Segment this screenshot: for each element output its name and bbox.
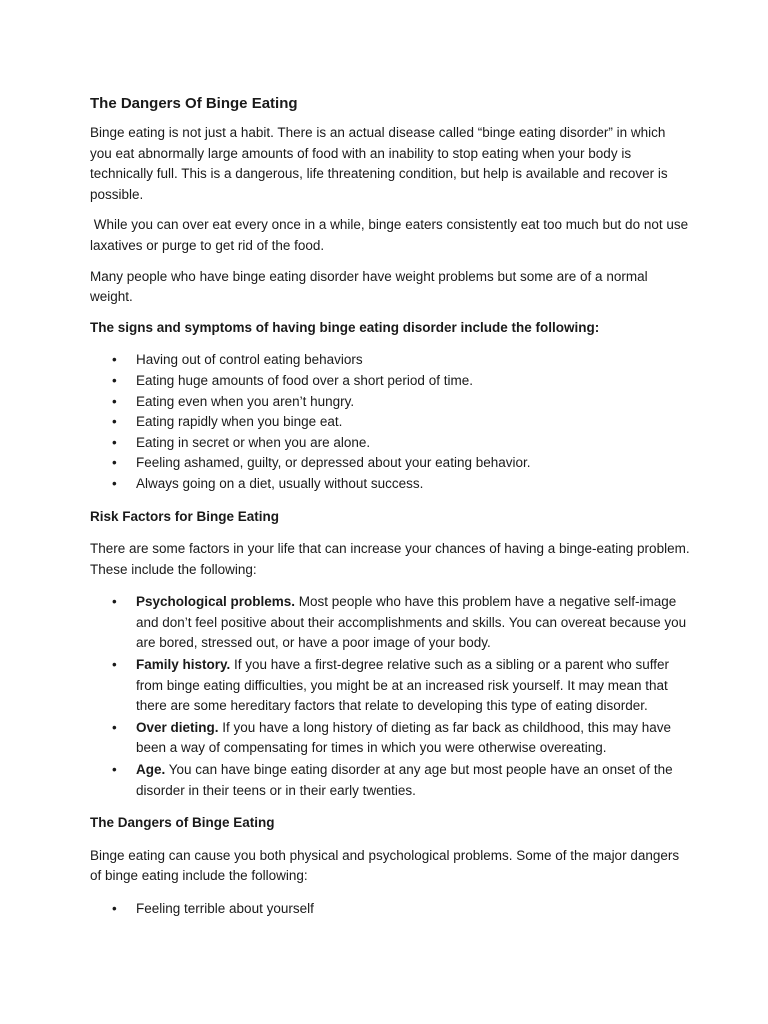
intro-paragraph-2: While you can over eat every once in a while, binge eaters consistently eat too much but do not use laxatives or purge to get rid of the food. (90, 217, 692, 253)
risk-factors-intro: There are some factors in your life that can increase your chances of having a binge-eating problem. These include the following: (90, 541, 690, 577)
risk-factor-text: Most people who have this problem have a negative self-image and don’t feel positive about their accomplishments and skills. You can overeat because you are bored, stressed out, or have a poor image of your body. (136, 594, 687, 651)
risk-factor-term: Family history. (136, 657, 231, 673)
list-item-text: Always going on a diet, usually without success. (136, 475, 424, 491)
bullet-icon: • (112, 657, 117, 673)
risk-factor-text: If you have a long history of dieting as far back as childhood, this may have been a way of compensating for times in which you were otherwise overeating. (136, 719, 672, 756)
bullet-icon: • (112, 414, 117, 430)
document-body (90, 93, 690, 932)
risk-factor-term: Psychological problems. (136, 594, 296, 610)
list-item (90, 371, 690, 392)
list-item-text: Feeling ashamed, guilty, or depressed about your eating behavior. (136, 455, 531, 471)
bullet-icon: • (112, 372, 117, 388)
risk-factors-list (90, 592, 690, 801)
bullet-icon: • (112, 475, 117, 491)
list-item-text: Eating huge amounts of food over a short period of time. (136, 372, 473, 388)
list-item (90, 412, 690, 433)
list-item (90, 899, 690, 920)
list-item (90, 760, 690, 801)
risk-factor-text: You can have binge eating disorder at any age but most people have an onset of the disorder in their teens or in their early twenties. (136, 762, 673, 798)
bullet-icon: • (112, 594, 117, 610)
list-item (90, 718, 690, 759)
list-item-text: Feeling terrible about yourself (136, 901, 314, 916)
dangers-list (90, 899, 690, 920)
list-item (90, 392, 690, 413)
bullet-icon: • (112, 393, 117, 409)
list-item (90, 474, 690, 495)
risk-factor-term: Age. (136, 762, 166, 778)
bullet-icon: • (112, 762, 117, 778)
list-item-text: Having out of control eating behaviors (136, 352, 363, 368)
intro-paragraph-1: Binge eating is not just a habit. There is an actual disease called “binge eating disorder” in which you eat abnormally large amounts of food with an inability to stop eating when your body is technically full. This is a dangerous, life threatening condition, but help is available and recover is possible. (90, 125, 668, 202)
list-item (90, 592, 690, 654)
signs-list (90, 350, 690, 494)
intro-paragraph-3: Many people who have binge eating disorder have weight problems but some are of a normal weight. (90, 268, 648, 305)
risk-factor-text: If you have a first-degree relative such as a sibling or a parent who suffer from binge eating difficulties, you might be at an increased risk yourself. It may mean that there are some hereditary factors that relate to developing this type of eating disorder. (136, 657, 670, 714)
bullet-icon: • (112, 719, 117, 735)
bullet-icon: • (112, 901, 117, 916)
dangers-intro: Binge eating can cause you both physical and psychological problems. Some of the major dangers of binge eating include the following: (90, 847, 680, 884)
list-item-text: Eating even when you aren’t hungry. (136, 393, 355, 409)
bullet-icon: • (112, 434, 117, 450)
list-item-text: Eating in secret or when you are alone. (136, 434, 371, 450)
list-item-text: Eating rapidly when you binge eat. (136, 414, 343, 430)
bullet-icon: • (112, 352, 117, 368)
list-item (90, 433, 690, 454)
bullet-icon: • (112, 455, 117, 471)
document-title: The Dangers Of Binge Eating (90, 95, 298, 112)
risk-factors-heading: Risk Factors for Binge Eating (90, 508, 280, 524)
dangers-heading: The Dangers of Binge Eating (90, 815, 275, 831)
list-item (90, 655, 690, 717)
list-item (90, 350, 690, 371)
signs-heading: The signs and symptoms of having binge eating disorder include the following: (90, 319, 600, 335)
risk-factor-term: Over dieting. (136, 719, 219, 735)
list-item (90, 453, 690, 474)
